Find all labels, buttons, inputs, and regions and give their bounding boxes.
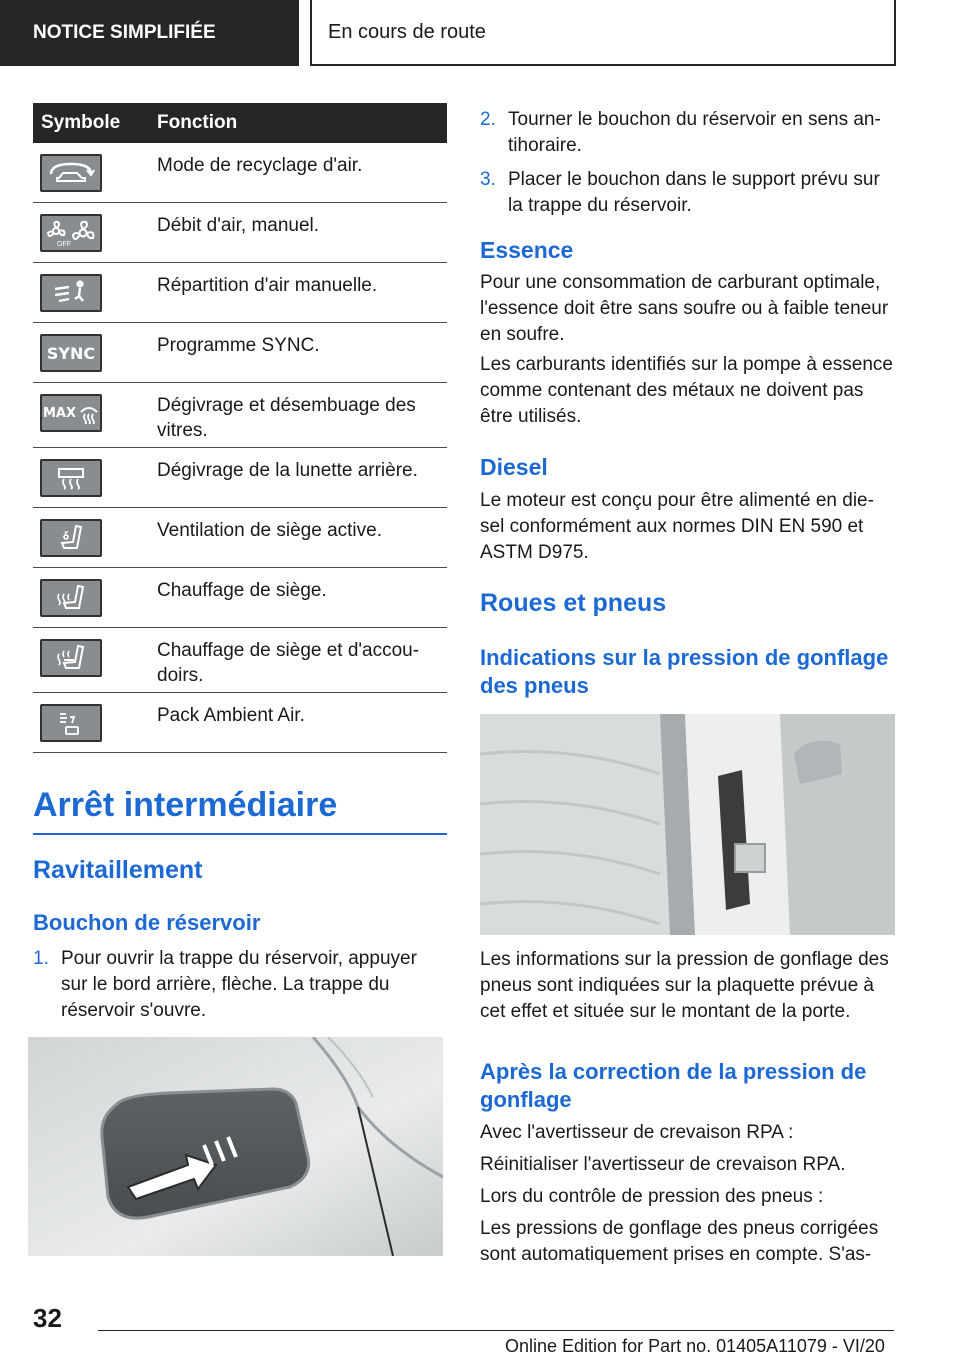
row-text: Chauffage de siège. — [157, 580, 327, 601]
section-title: Arrêt intermédiaire — [33, 786, 447, 835]
col-function: Fonction — [157, 112, 238, 133]
table-row — [33, 568, 447, 628]
step-list — [33, 946, 447, 1030]
col-symbol: Symbole — [41, 112, 121, 133]
table-row — [33, 323, 447, 383]
indications-paragraph: Les informations sur la pression de gonflage des pneus sont indiquées sur la plaquette prévue à cet effet et située sur le montant de la porte. — [480, 949, 889, 1022]
row-text: Ventilation de siège active. — [157, 520, 382, 541]
recirculation-icon — [40, 154, 102, 192]
table-row — [33, 383, 447, 448]
row-text: Programme SYNC. — [157, 335, 320, 356]
max-label: MAX — [42, 405, 77, 421]
apres-paragraph-3: Lors du contrôle de pression des pneus : — [480, 1186, 824, 1207]
diesel-title: Diesel — [480, 454, 548, 480]
indications-title: Indications sur la pression de gonflage des pneus — [480, 645, 889, 698]
header-tab: NOTICE SIMPLIFIÉE — [0, 0, 299, 66]
essence-paragraph-2: Les carburants identifiés sur la pompe à essence comme contenant des métaux ne doivent pas être utilisés. — [480, 354, 893, 427]
table-row — [33, 143, 447, 203]
header-section: En cours de route — [310, 0, 896, 66]
fuel-flap-illustration — [28, 1037, 443, 1256]
subsection-title: Ravitaillement — [33, 856, 203, 884]
max-defrost-icon — [40, 394, 102, 432]
roues-title: Roues et pneus — [480, 589, 667, 617]
sync-icon — [40, 334, 102, 372]
page-number: 32 — [33, 1303, 62, 1333]
diesel-paragraph: Le moteur est conçu pour être alimenté en die-sel conformément aux normes DIN EN 590 et ASTM D975. — [480, 490, 874, 563]
seat-heating-icon — [40, 579, 102, 617]
row-text: Dégivrage et désembuage des vitres. — [157, 395, 416, 441]
table-row — [33, 263, 447, 323]
table-row — [33, 448, 447, 508]
seat-ventilation-icon — [40, 519, 102, 557]
subsubsection-title: Bouchon de réservoir — [33, 910, 261, 935]
list-item: 3. Placer le bouchon dans le support prévu sur la trappe du réservoir. — [480, 169, 880, 216]
essence-title: Essence — [480, 237, 574, 263]
edition-note: Online Edition for Part no. 01405A11079 - VI/20 — [505, 1336, 885, 1356]
air-distribution-icon — [40, 274, 102, 312]
row-text: Débit d'air, manuel. — [157, 215, 320, 236]
table-row — [33, 203, 447, 263]
row-text: Chauffage de siège et d'accou-doirs. — [157, 640, 420, 686]
symbol-table — [33, 103, 447, 753]
table-row — [33, 628, 447, 693]
row-text: Pack Ambient Air. — [157, 705, 305, 726]
essence-paragraph-1: Pour une consommation de carburant optimale, l'essence doit être sans soufre ou à faible teneur en soufre. — [480, 272, 889, 345]
ambient-air-icon — [40, 704, 102, 742]
apres-title: Après la correction de la pression de gonflage — [480, 1059, 867, 1112]
list-item: 2. Tourner le bouchon du réservoir en sens an-tihoraire. — [480, 109, 881, 156]
row-text: Répartition d'air manuelle. — [157, 275, 378, 296]
seat-armrest-heating-icon — [40, 639, 102, 677]
svg-text:OFF: OFF — [57, 241, 71, 247]
footer-rule — [98, 1330, 894, 1331]
table-row — [33, 693, 447, 753]
step-list-continued — [480, 107, 896, 225]
fan-speed-icon — [40, 214, 102, 252]
rear-defrost-icon — [40, 459, 102, 497]
apres-paragraph-2: Réinitialiser l'avertisseur de crevaison RPA. — [480, 1154, 846, 1175]
door-pillar-illustration — [480, 714, 895, 935]
apres-paragraph-1: Avec l'avertisseur de crevaison RPA : — [480, 1122, 794, 1143]
page-header — [0, 0, 960, 66]
list-item: 1. Pour ouvrir la trappe du réservoir, appuyer sur le bord arrière, flèche. La trappe du réservoir s'ouvre. — [33, 948, 417, 1021]
row-text: Dégivrage de la lunette arrière. — [157, 460, 418, 481]
row-text: Mode de recyclage d'air. — [157, 155, 363, 176]
table-row — [33, 508, 447, 568]
sync-label: SYNC — [46, 343, 96, 363]
apres-paragraph-4: Les pressions de gonflage des pneus corrigées sont automatiquement prises en compte. S'as- — [480, 1218, 879, 1265]
table-header — [33, 103, 447, 143]
